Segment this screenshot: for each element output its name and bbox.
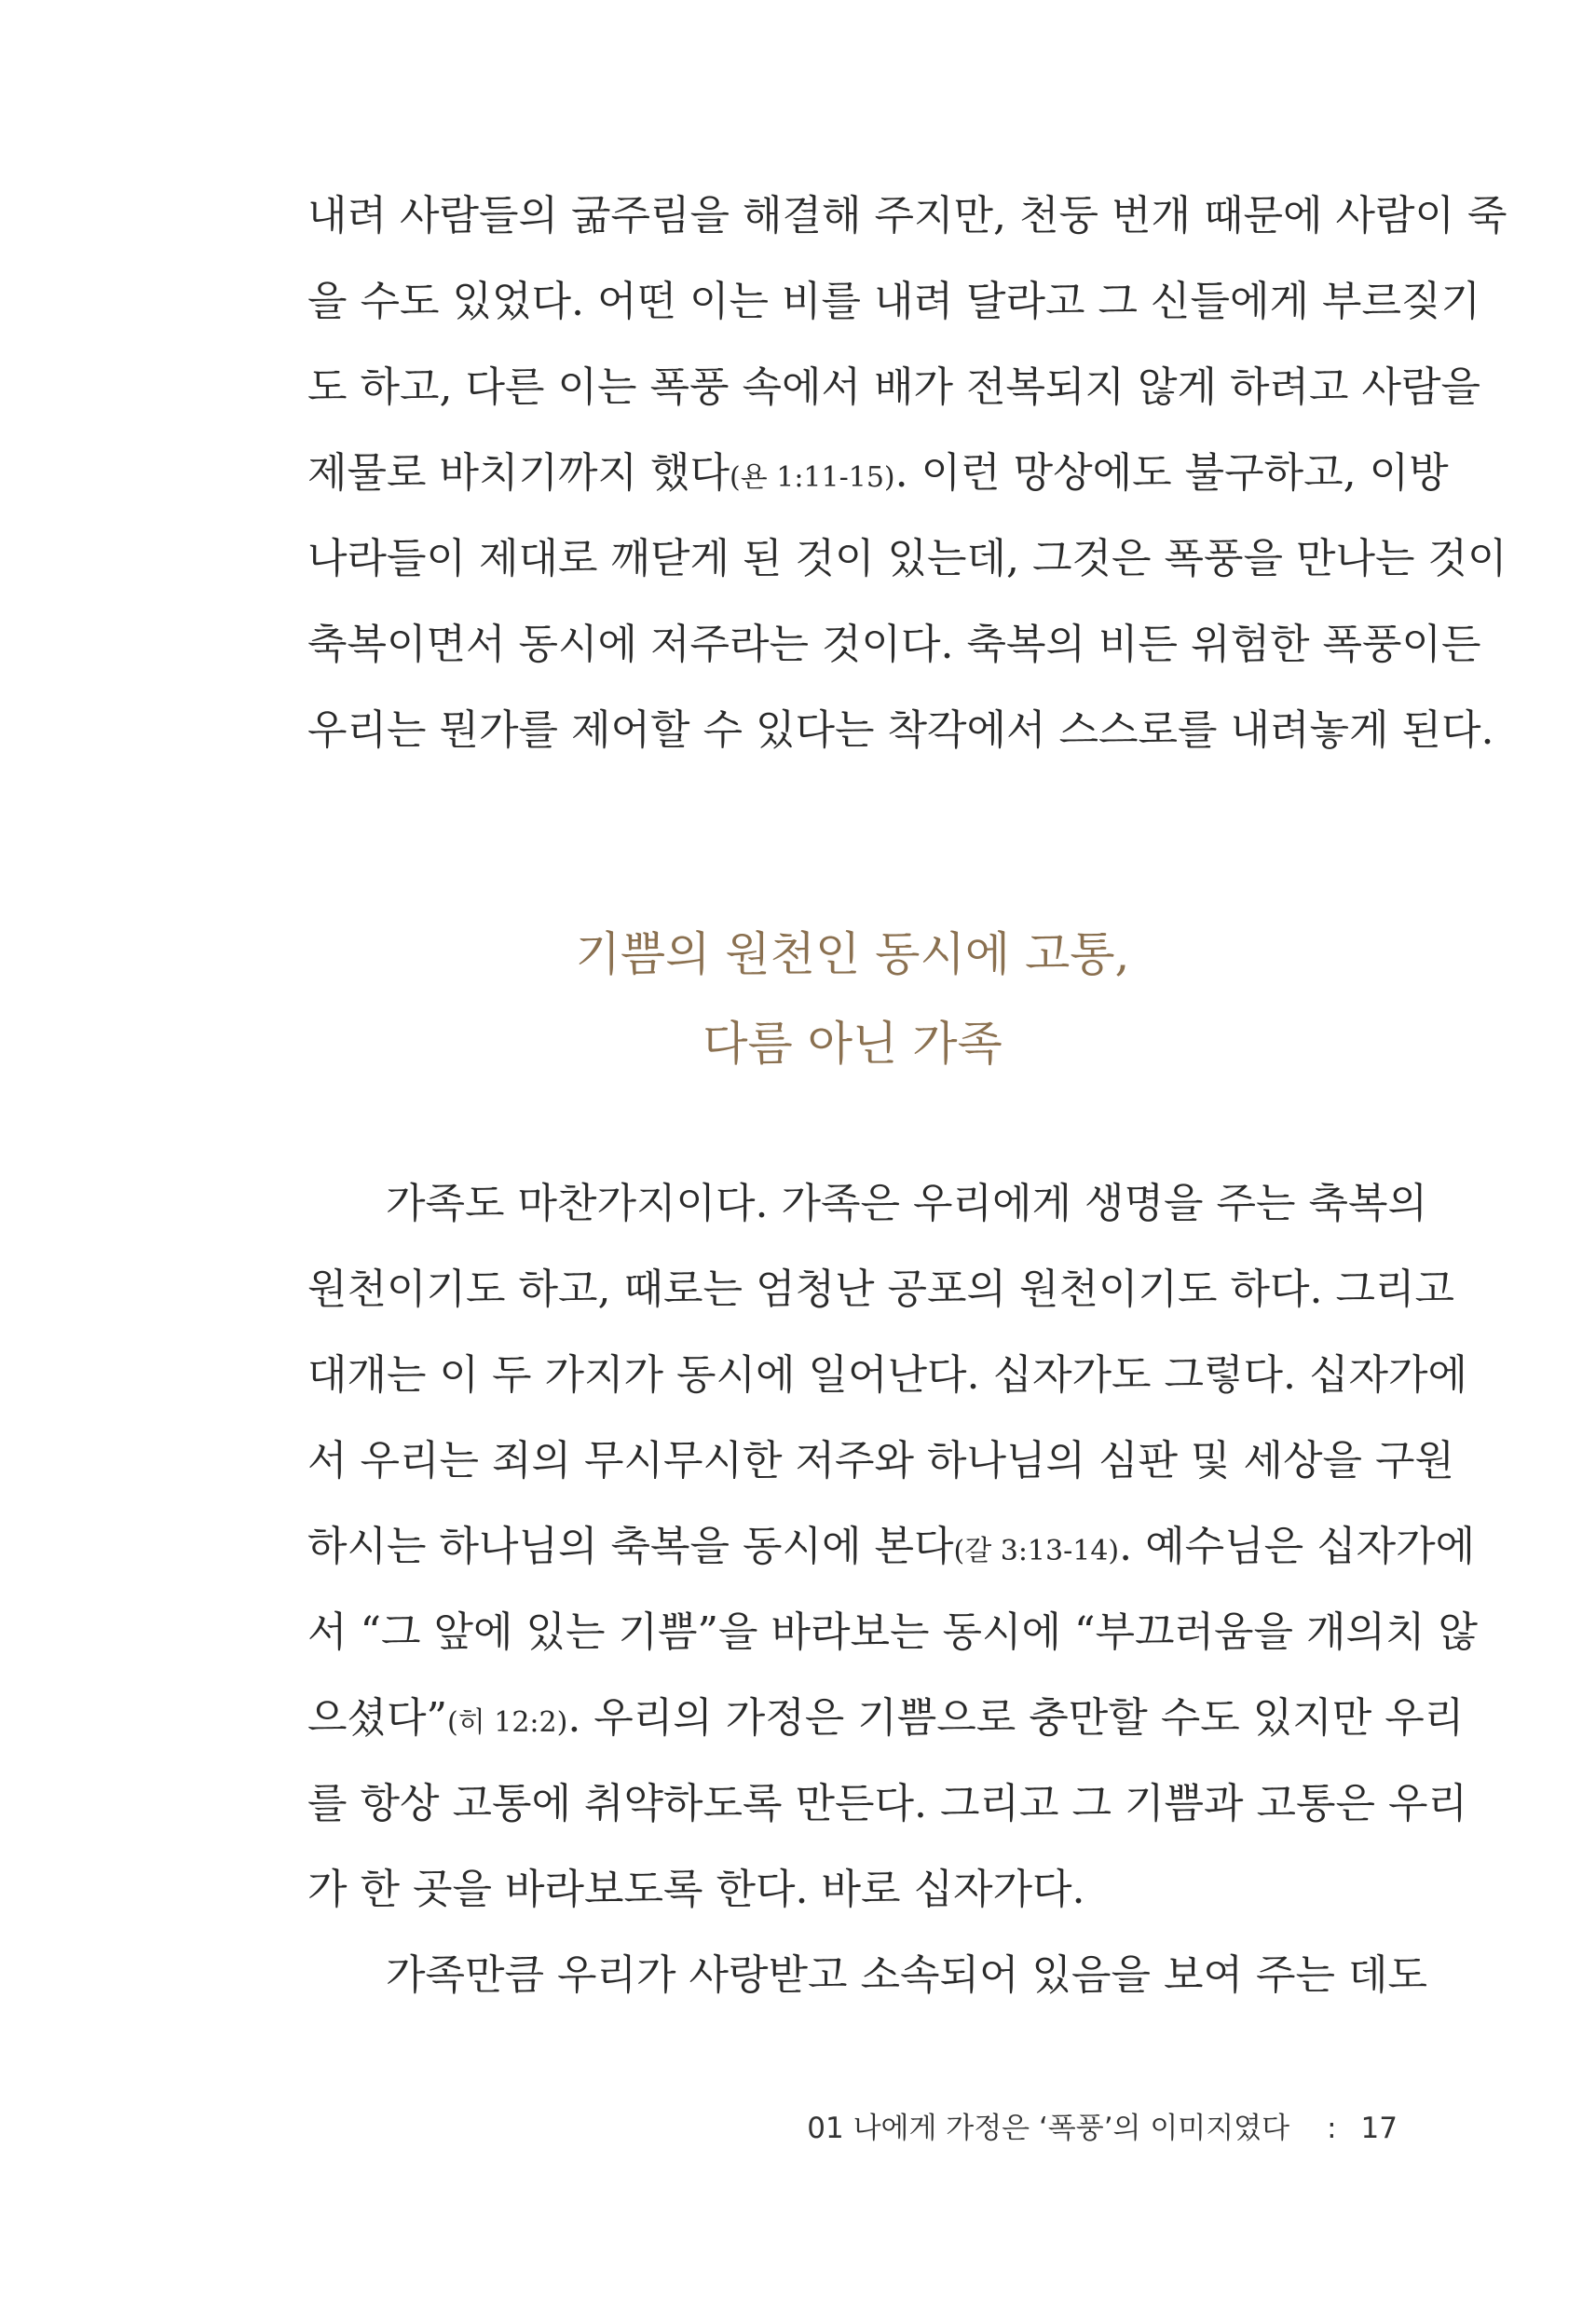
heading-line: 기쁨의 원천인 동시에 고통, (575, 927, 1130, 981)
chapter-title: 01 나에게 가정은 ‘폭풍’의 이미지였다 (807, 2112, 1290, 2145)
page-footer (807, 2104, 1398, 2146)
text-line: 대개는 이 두 가지가 동시에 일어난다. 십자가도 그렇다. 십자가에 (307, 1351, 1467, 1399)
page-number: 17 (1360, 2112, 1398, 2145)
top-paragraph (307, 173, 1507, 773)
text-line: 가 한 곳을 바라보도록 한다. 바로 십자가다. (307, 1866, 1085, 1913)
heading-line: 다름 아닌 가족 (703, 1017, 1003, 1071)
text-segment: . 우리의 가정은 기쁨으로 충만할 수도 있지만 우리 (567, 1694, 1465, 1742)
section-heading (307, 910, 1398, 1088)
text-line (307, 431, 1449, 516)
main-paragraph (307, 1161, 1478, 2018)
text-line: 원천이기도 하고, 때로는 엄청난 공포의 원천이기도 하다. 그리고 (307, 1265, 1454, 1313)
text-line: 서 “그 앞에 있는 기쁨”을 바라보는 동시에 “부끄러움을 개의치 않 (307, 1608, 1478, 1656)
text-line: 내려 사람들의 굶주림을 해결해 주지만, 천둥 번개 때문에 사람이 죽 (307, 192, 1507, 239)
text-line: 를 항상 고통에 취약하도록 만든다. 그리고 그 기쁨과 고통은 우리 (307, 1780, 1467, 1827)
footer-separator: : (1327, 2112, 1337, 2145)
scripture-reference: (욘 1:11-15) (730, 461, 895, 494)
scripture-reference: (갈 3:13-14) (953, 1535, 1120, 1567)
text-line (307, 1676, 1465, 1761)
text-line: 가족만큼 우리가 사랑받고 소속되어 있음을 보여 주는 데도 (386, 1951, 1427, 1999)
text-segment: . 예수님은 십자가에 (1119, 1523, 1476, 1570)
text-segment: . 이런 망상에도 불구하고, 이방 (894, 449, 1449, 497)
text-line: 우리는 뭔가를 제어할 수 있다는 착각에서 스스로를 내려놓게 된다. (307, 706, 1494, 754)
text-segment: 으셨다” (307, 1694, 448, 1742)
scripture-reference: (히 12:2) (447, 1706, 568, 1739)
text-line: 을 수도 있었다. 어떤 이는 비를 내려 달라고 그 신들에게 부르짖기 (307, 278, 1480, 325)
text-line: 도 하고, 다른 이는 폭풍 속에서 배가 전복되지 않게 하려고 사람을 (307, 363, 1480, 411)
text-line: 서 우리는 죄의 무시무시한 저주와 하나님의 심판 및 세상을 구원 (307, 1437, 1454, 1484)
text-segment: 하시는 하나님의 축복을 동시에 본다 (307, 1523, 954, 1570)
text-line: 나라들이 제대로 깨닫게 된 것이 있는데, 그것은 폭풍을 만나는 것이 (307, 535, 1507, 582)
text-line (307, 1504, 1476, 1590)
text-line: 가족도 마찬가지이다. 가족은 우리에게 생명을 주는 축복의 (386, 1180, 1427, 1227)
text-segment: 제물로 바치기까지 했다 (307, 449, 730, 497)
text-line: 축복이면서 동시에 저주라는 것이다. 축복의 비든 위험한 폭풍이든 (307, 621, 1481, 668)
